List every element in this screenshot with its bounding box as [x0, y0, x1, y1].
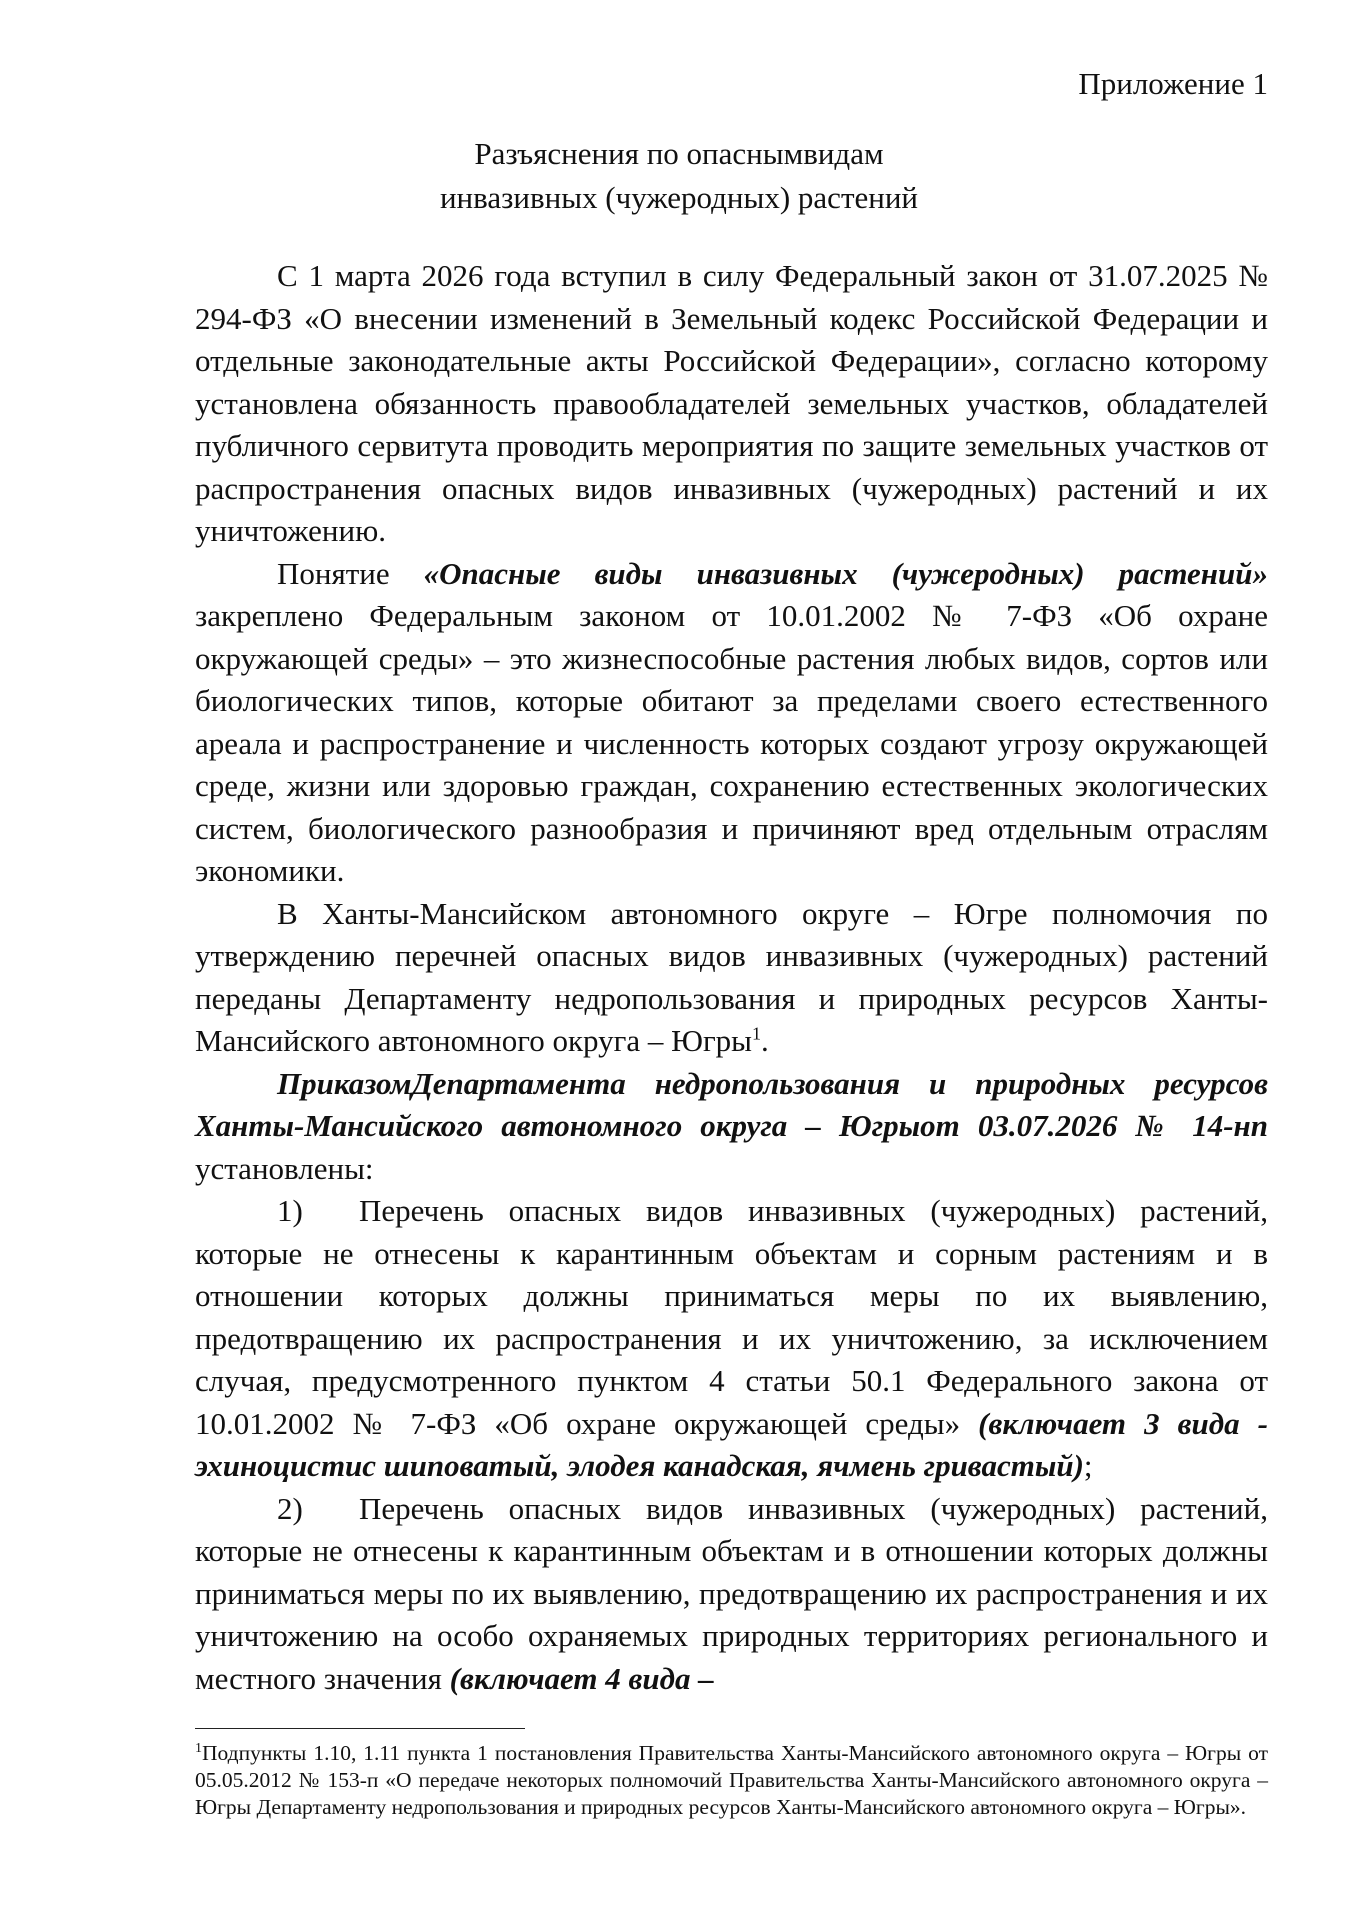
list-item-1-text: Перечень опасных видов инвазивных (чужеродных) растений, которые не отнесены к карантинным объектам и сорным растениям и в отношении которых должны приниматься меры по их выявлению, предотвращению их распространения и их уничтожению, за исключением случая, предусмотренного пунктом 4 статьи 50.1 Федерального закона от 10.01.2002 № 7-ФЗ «Об охране окружающей среды»: [195, 1193, 1268, 1441]
footnote-divider: [195, 1728, 525, 1729]
list-item-1-end: ;: [1083, 1448, 1093, 1483]
footnote-text: Подпункты 1.10, 1.11 пункта 1 постановления Правительства Ханты-Мансийского автономного округа – Югры от 05.05.2012 № 153-п «О передаче некоторых полномочий Правительства Ханты-Мансийского автономного округа – Югры Департаменту недропользования и природных ресурсов Ханты-Мансийского автономного округа – Югры».: [195, 1741, 1268, 1819]
paragraph-2-rest: закреплено Федеральным законом от 10.01.2002 № 7-ФЗ «Об охране окружающей среды» – это жизнеспособные растения любых видов, сортов или биологических типов, которые обитают за пределами своего естественного ареала и распространение и численность которых создают угрозу окружающей среде, жизни или здоровью граждан, сохранению естественных экологических систем, биологического разнообразия и причиняют вред отдельным отраслям экономики.: [195, 598, 1268, 888]
paragraph-1: С 1 марта 2026 года вступил в силу Федеральный закон от 31.07.2025 № 294-ФЗ «О внесении изменений в Земельный кодекс Российской Федерации и отдельные законодательные акты Российской Федерации», согласно которому установлена обязанность правообладателей земельных участков, обладателей публичного сервитута проводить мероприятия по защите земельных участков от распространения опасных видов инвазивных (чужеродных) растений и их уничтожению.: [195, 258, 1268, 548]
footnote: [195, 1740, 1268, 1821]
list-item-2-text: Перечень опасных видов инвазивных (чужеродных) растений, которые не отнесены к карантинным объектам и в отношении которых должны приниматься меры по их выявлению, предотвращению их распространения и их уничтожению на особо охраняемых природных территориях регионального и местного значения: [195, 1490, 1268, 1696]
list-item-1: [195, 1190, 1268, 1488]
order-reference: ПриказомДепартамента недропользования и природных ресурсов Ханты-Мансийского автономного округа – Югрыот 03.07.2026 № 14-нп: [195, 1065, 1268, 1143]
list-item-2-species: (включает 4 вида –: [449, 1660, 714, 1696]
list-item-2: [195, 1488, 1268, 1701]
paragraph-3: [195, 893, 1268, 1063]
appendix-label: Приложение 1: [1078, 66, 1268, 101]
term-definition: «Опасные виды инвазивных (чужеродных) растений»: [423, 555, 1269, 591]
paragraph-4-rest: установлены:: [195, 1150, 374, 1186]
title-line-2: инвазивных (чужеродных) растений: [439, 180, 919, 215]
paragraph-4: [195, 1063, 1268, 1191]
document-body: [195, 255, 1268, 1700]
document-title: [0, 132, 1358, 220]
list-item-2-number: 2): [277, 1490, 303, 1526]
paragraph-2-lead: Понятие: [277, 555, 424, 591]
list-item-1-number: 1): [277, 1193, 303, 1228]
paragraph-3-text: В Ханты-Мансийском автономного округе – Югре полномочия по утверждению перечней опасных видов инвазивных (чужеродных) растений переданы Департаменту недропользования и природных ресурсов Ханты-Мансийского автономного округа – Югры: [195, 895, 1268, 1058]
footnote-number: 1: [195, 1740, 202, 1756]
paragraph-2: [195, 553, 1268, 893]
title-line-1: Разъяснения по опаснымвидам: [474, 136, 884, 171]
footnote-reference: 1: [752, 1023, 761, 1044]
list-item-1-species: (включает 3 вида - эхиноцистис шиповатый, элодея канадская, ячмень гривастый): [195, 1405, 1268, 1483]
paragraph-3-end: .: [761, 1023, 769, 1058]
